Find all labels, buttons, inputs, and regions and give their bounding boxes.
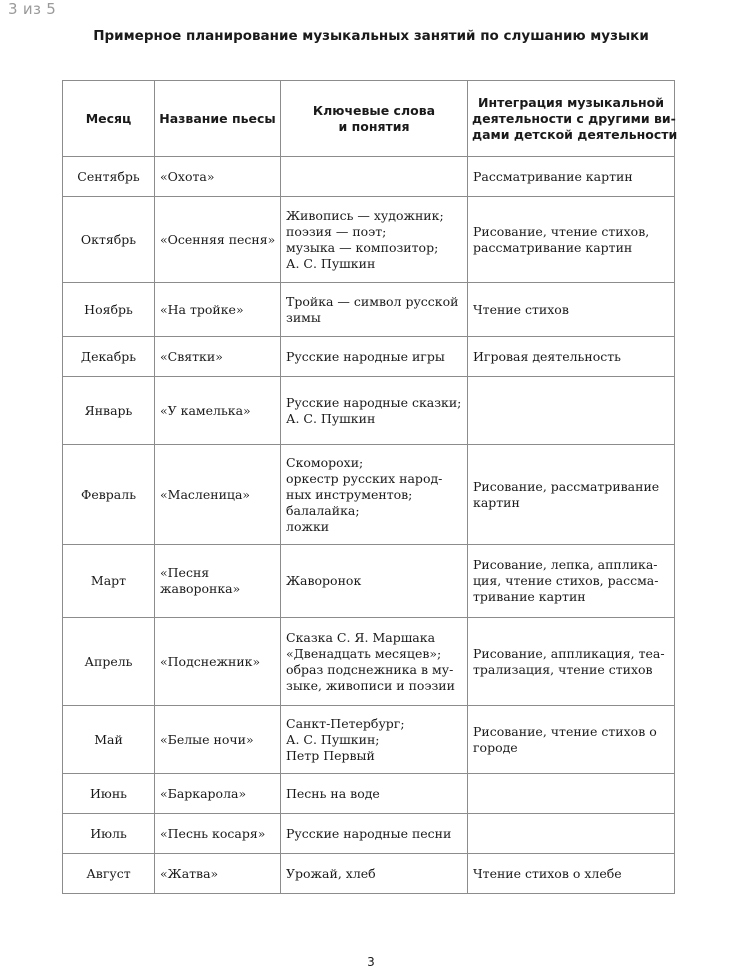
keywords-cell <box>281 337 468 377</box>
header-line: Месяц <box>85 110 132 126</box>
integration-cell <box>468 774 675 814</box>
header-line: деятельности с другими ви- <box>472 110 676 126</box>
integration-cell <box>468 706 675 774</box>
integration-cell <box>468 445 675 545</box>
cell-line: балалайка; <box>286 502 360 518</box>
piece-cell <box>155 445 281 545</box>
cell-line: ложки <box>286 518 330 534</box>
keywords-cell <box>281 774 468 814</box>
month-cell: Декабрь <box>63 337 155 377</box>
cell-line: Чтение стихов о хлебе <box>473 865 622 881</box>
integration-cell <box>468 618 675 706</box>
cell-line: поэзия — поэт; <box>286 223 387 239</box>
cell-line: Санкт-Петербург; <box>286 715 405 731</box>
planning-table <box>62 80 678 894</box>
table-row <box>63 157 675 197</box>
cell-line: трализация, чтение стихов <box>473 661 653 677</box>
keywords-cell <box>281 706 468 774</box>
integration-cell <box>468 337 675 377</box>
cell-line: Живопись — художник; <box>286 207 444 223</box>
cell-line: «Песнь косаря» <box>160 825 266 841</box>
month-cell: Май <box>63 706 155 774</box>
cell-line: «Двенадцать месяцев»; <box>286 645 442 661</box>
header-line: Ключевые слова <box>312 102 436 118</box>
table-row <box>63 377 675 445</box>
cell-line: «Осенняя песня» <box>160 231 276 247</box>
month-cell: Сентябрь <box>63 157 155 197</box>
header-integration <box>468 81 678 157</box>
piece-cell <box>155 814 281 854</box>
cell-line: ных инструментов; <box>286 486 413 502</box>
cell-line: Рисование, чтение стихов о <box>473 723 657 739</box>
header-piece <box>155 81 281 157</box>
month-cell: Март <box>63 545 155 618</box>
cell-line: музыка — композитор; <box>286 239 439 255</box>
keywords-cell <box>281 157 468 197</box>
header-keywords <box>281 81 468 157</box>
cell-line: Урожай, хлеб <box>286 865 376 881</box>
keywords-cell <box>281 283 468 337</box>
cell-line: Рассматривание картин <box>473 168 633 184</box>
piece-cell <box>155 854 281 894</box>
cell-line: Рисование, чтение стихов, <box>473 223 650 239</box>
header-line: дами детской деятельности <box>472 126 678 142</box>
table-row <box>63 283 675 337</box>
cell-line: «У камелька» <box>160 402 251 418</box>
cell-line: Петр Первый <box>286 747 375 763</box>
piece-cell <box>155 618 281 706</box>
piece-cell <box>155 377 281 445</box>
keywords-cell <box>281 618 468 706</box>
cell-line: «На тройке» <box>160 301 244 317</box>
cell-line: Русские народные игры <box>286 348 445 364</box>
cell-line: «Масленица» <box>160 486 251 502</box>
header-line: Интеграция музыкальной <box>477 94 665 110</box>
cell-line: А. С. Пушкин; <box>286 731 380 747</box>
integration-cell <box>468 283 675 337</box>
month-cell: Июль <box>63 814 155 854</box>
month-cell: Июнь <box>63 774 155 814</box>
cell-line: «Баркарола» <box>160 785 247 801</box>
cell-line: А. С. Пушкин <box>286 410 376 426</box>
cell-line: Русские народные сказки; <box>286 394 462 410</box>
page-number: 3 <box>367 955 375 969</box>
table-row <box>63 545 675 618</box>
keywords-cell <box>281 377 468 445</box>
month-cell: Январь <box>63 377 155 445</box>
month-cell: Октябрь <box>63 197 155 283</box>
cell-line: А. С. Пушкин <box>286 255 376 271</box>
month-cell: Февраль <box>63 445 155 545</box>
table-row <box>63 706 675 774</box>
keywords-cell <box>281 445 468 545</box>
table-row <box>63 445 675 545</box>
piece-cell <box>155 283 281 337</box>
integration-cell <box>468 197 675 283</box>
keywords-cell <box>281 854 468 894</box>
piece-cell <box>155 197 281 283</box>
piece-cell <box>155 157 281 197</box>
cell-line: «Белые ночи» <box>160 731 254 747</box>
keywords-cell <box>281 814 468 854</box>
cell-line: тривание картин <box>473 589 586 604</box>
cell-line: «Охота» <box>160 168 215 184</box>
header-line: и понятия <box>338 118 410 134</box>
cell-line: Рисование, аппликация, теа- <box>473 645 665 661</box>
integration-cell <box>468 854 675 894</box>
integration-cell <box>468 157 675 197</box>
keywords-cell <box>281 197 468 283</box>
cell-line: оркестр русских народ- <box>286 470 443 486</box>
keywords-cell <box>281 545 468 618</box>
cell-line: «Подснежник» <box>160 653 261 669</box>
cell-line: Игровая деятельность <box>473 348 621 364</box>
table-row <box>63 854 675 894</box>
cell-line: Русские народные песни <box>286 825 452 841</box>
table-row <box>63 774 675 814</box>
cell-line: картин <box>473 494 520 510</box>
cell-line: «Песня <box>160 565 210 580</box>
cell-line: ция, чтение стихов, рассма- <box>473 573 659 588</box>
piece-cell <box>155 337 281 377</box>
piece-cell <box>155 545 281 618</box>
cell-line: Песнь на воде <box>286 785 380 801</box>
cell-line: жаворонка» <box>160 581 241 596</box>
cell-line: Сказка С. Я. Маршака <box>286 629 436 645</box>
table-header-row <box>63 81 675 157</box>
page-title: Примерное планирование музыкальных занятий по слушанию музыки <box>93 28 649 44</box>
page-counter: 3 из 5 <box>8 0 57 18</box>
cell-line: зыке, живописи и поэзии <box>286 677 455 693</box>
table-row <box>63 337 675 377</box>
cell-line: Скоморохи; <box>286 454 364 470</box>
integration-cell <box>468 814 675 854</box>
cell-line: Рисование, рассматривание <box>473 478 660 494</box>
cell-line: образ подснежника в му- <box>286 661 454 677</box>
cell-line: Чтение стихов <box>473 301 569 317</box>
table-row <box>63 618 675 706</box>
cell-line: Тройка — символ русской <box>286 293 459 309</box>
table-row <box>63 197 675 283</box>
table-row <box>63 814 675 854</box>
header-line: Название пьесы <box>159 110 276 126</box>
cell-line: «Святки» <box>160 348 223 364</box>
month-cell: Ноябрь <box>63 283 155 337</box>
integration-cell <box>468 545 675 618</box>
month-cell: Август <box>63 854 155 894</box>
cell-line: городе <box>473 739 518 755</box>
header-month <box>63 81 155 157</box>
cell-line: «Жатва» <box>160 865 219 881</box>
integration-cell <box>468 377 675 445</box>
cell-line: Жаворонок <box>286 573 362 588</box>
cell-line: Рисование, лепка, апплика- <box>473 557 658 572</box>
piece-cell <box>155 706 281 774</box>
cell-line: рассматривание картин <box>473 239 633 255</box>
month-cell: Апрель <box>63 618 155 706</box>
cell-line: зимы <box>286 309 321 325</box>
piece-cell <box>155 774 281 814</box>
